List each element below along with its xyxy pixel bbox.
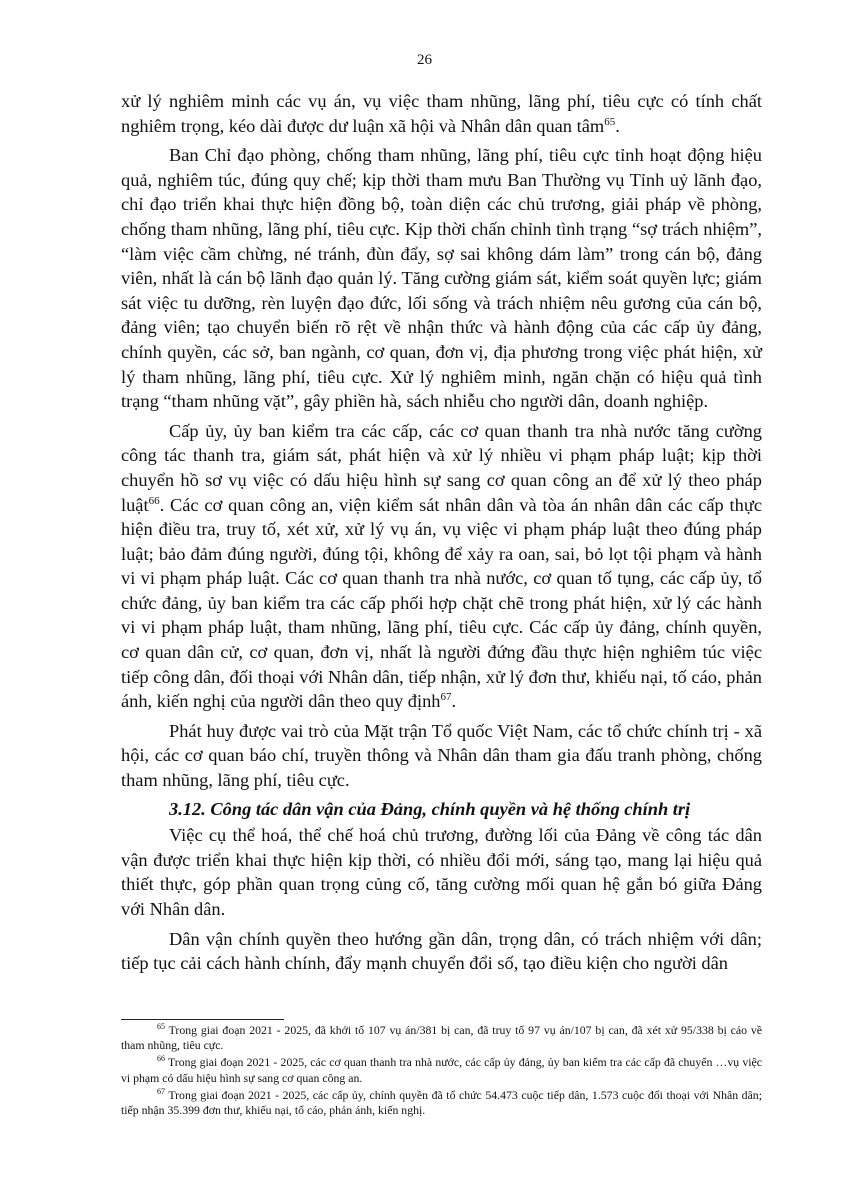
paragraph-4: Phát huy được vai trò của Mặt trận Tổ quốc Việt Nam, các tổ chức chính trị - xã hội, các cơ quan báo chí, truyền thông và Nhân dân tham gia đấu tranh phòng, chống tham nhũng, lãng phí, tiêu cực. xyxy=(121,720,762,791)
footnote-66: $^{66}$ Trong giai đoạn 2021 - 2025, các cơ quan thanh tra nhà nước, các cấp ủy đảng, ủy ban kiểm tra các cấp đã chuyển …vụ việc vi phạm có dấu hiệu hình sự sang cơ quan công an. xyxy=(121,1054,762,1085)
page-number: 26 xyxy=(417,52,432,68)
section-heading: 3.12. Công tác dân vận của Đảng, chính quyền và hệ thống chính trị xyxy=(169,798,691,819)
footnote-ref-65[interactable]: 65 xyxy=(604,115,616,128)
footnote-ref-67[interactable]: 67 xyxy=(440,691,452,704)
body-text xyxy=(121,89,762,976)
paragraph-3: Cấp ủy, ủy ban kiểm tra các cấp, các cơ quan thanh tra nhà nước tăng cường công tác thanh tra, giám sát, phát hiện và xử lý nhiều vi phạm pháp luật; kịp thời chuyển hồ sơ vụ việc có dấu hiệu hình sự sang cơ quan công an để xử lý theo pháp luật$^{66}$. Các cơ quan công an, viện kiểm sát nhân dân và tòa án nhân dân các cấp thực hiện điều tra, truy tố, xét xử, xử lý vụ án, vụ việc vi phạm pháp luật theo đúng pháp luật; bảo đảm đúng người, đúng tội, không để xảy ra oan, sai, bỏ lọt tội phạm và hành vi vi phạm pháp luật. Các cơ quan thanh tra nhà nước, cơ quan tố tụng, các cấp ủy, tổ chức đảng, ủy ban kiểm tra các cấp phối hợp chặt chẽ trong phát hiện, xử lý các hành vi vi phạm pháp luật, tham nhũng, lãng phí, tiêu cực. Các cấp ủy đảng, chính quyền, cơ quan dân cử, cơ quan, đơn vị, nhất là người đứng đầu thực hiện nghiêm túc việc tiếp công dân, đối thoại với Nhân dân, tiếp nhận, xử lý đơn thư, khiếu nại, tố cáo, phản ánh, kiến nghị của người dân theo quy định$^{67}$. xyxy=(121,420,762,712)
paragraph-2: Ban Chỉ đạo phòng, chống tham nhũng, lãng phí, tiêu cực tỉnh hoạt động hiệu quả, nghiêm túc, đúng quy chế; kịp thời tham mưu Ban Thường vụ Tỉnh uỷ lãnh đạo, chỉ đạo triển khai thực hiện đồng bộ, toàn diện các chủ trương, giải pháp về phòng, chống tham nhũng, lãng phí, tiêu cực. Kịp thời chấn chỉnh tình trạng “sợ trách nhiệm”, “làm việc cầm chừng, né tránh, đùn đẩy, sợ sai không dám làm” trong cán bộ, đảng viên, nhất là cán bộ lãnh đạo quản lý. Tăng cường giám sát, kiểm soát quyền lực; giám sát việc tu dưỡng, rèn luyện đạo đức, lối sống và trách nhiệm nêu gương của cán bộ, đảng viên; tạo chuyển biến rõ rệt về nhận thức và hành động của các cấp ủy đảng, chính quyền, các sở, ban ngành, cơ quan, đơn vị, địa phương trong việc phát hiện, xử lý tham nhũng, lãng phí, tiêu cực. Xử lý nghiêm minh, ngăn chặn có hiệu quả tình trạng “tham nhũng vặt”, gây phiền hà, sách nhiễu cho người dân, doanh nghiệp. xyxy=(121,145,762,412)
footnotes xyxy=(121,1023,762,1120)
paragraph-1: xử lý nghiêm minh các vụ án, vụ việc tham nhũng, lãng phí, tiêu cực có tính chất nghiêm trọng, kéo dài được dư luận xã hội và Nhân dân quan tâm$^{65}$. xyxy=(121,91,762,136)
footnote-65: $^{65}$ Trong giai đoạn 2021 - 2025, đã khởi tố 107 vụ án/381 bị can, đã truy tố 97 vụ án/107 bị can, đã xét xử 95/338 bị cáo về tham nhũng, tiêu cực. xyxy=(121,1022,762,1053)
footnote-divider xyxy=(121,1019,284,1020)
footnote-67: $^{67}$ Trong giai đoạn 2021 - 2025, các cấp ủy, chính quyền đã tổ chức 54.473 cuộc tiếp dân, 1.573 cuộc đối thoại với Nhân dân; tiếp nhận 35.399 đơn thư, khiếu nại, tố cáo, phản ánh, kiến nghị. xyxy=(121,1086,762,1118)
paragraph-5: Việc cụ thể hoá, thể chế hoá chủ trương, đường lối của Đảng về công tác dân vận được triển khai thực hiện kịp thời, có nhiều đổi mới, sáng tạo, mang lại hiệu quả thiết thực, góp phần quan trọng củng cố, tăng cường mối quan hệ gắn bó giữa Đảng với Nhân dân. xyxy=(121,825,762,919)
footnote-ref-66[interactable]: 66 xyxy=(148,494,160,507)
paragraph-6: Dân vận chính quyền theo hướng gần dân, trọng dân, có trách nhiệm với dân; tiếp tục cải cách hành chính, đẩy mạnh chuyển đổi số, tạo điều kiện cho người dân xyxy=(121,928,762,974)
